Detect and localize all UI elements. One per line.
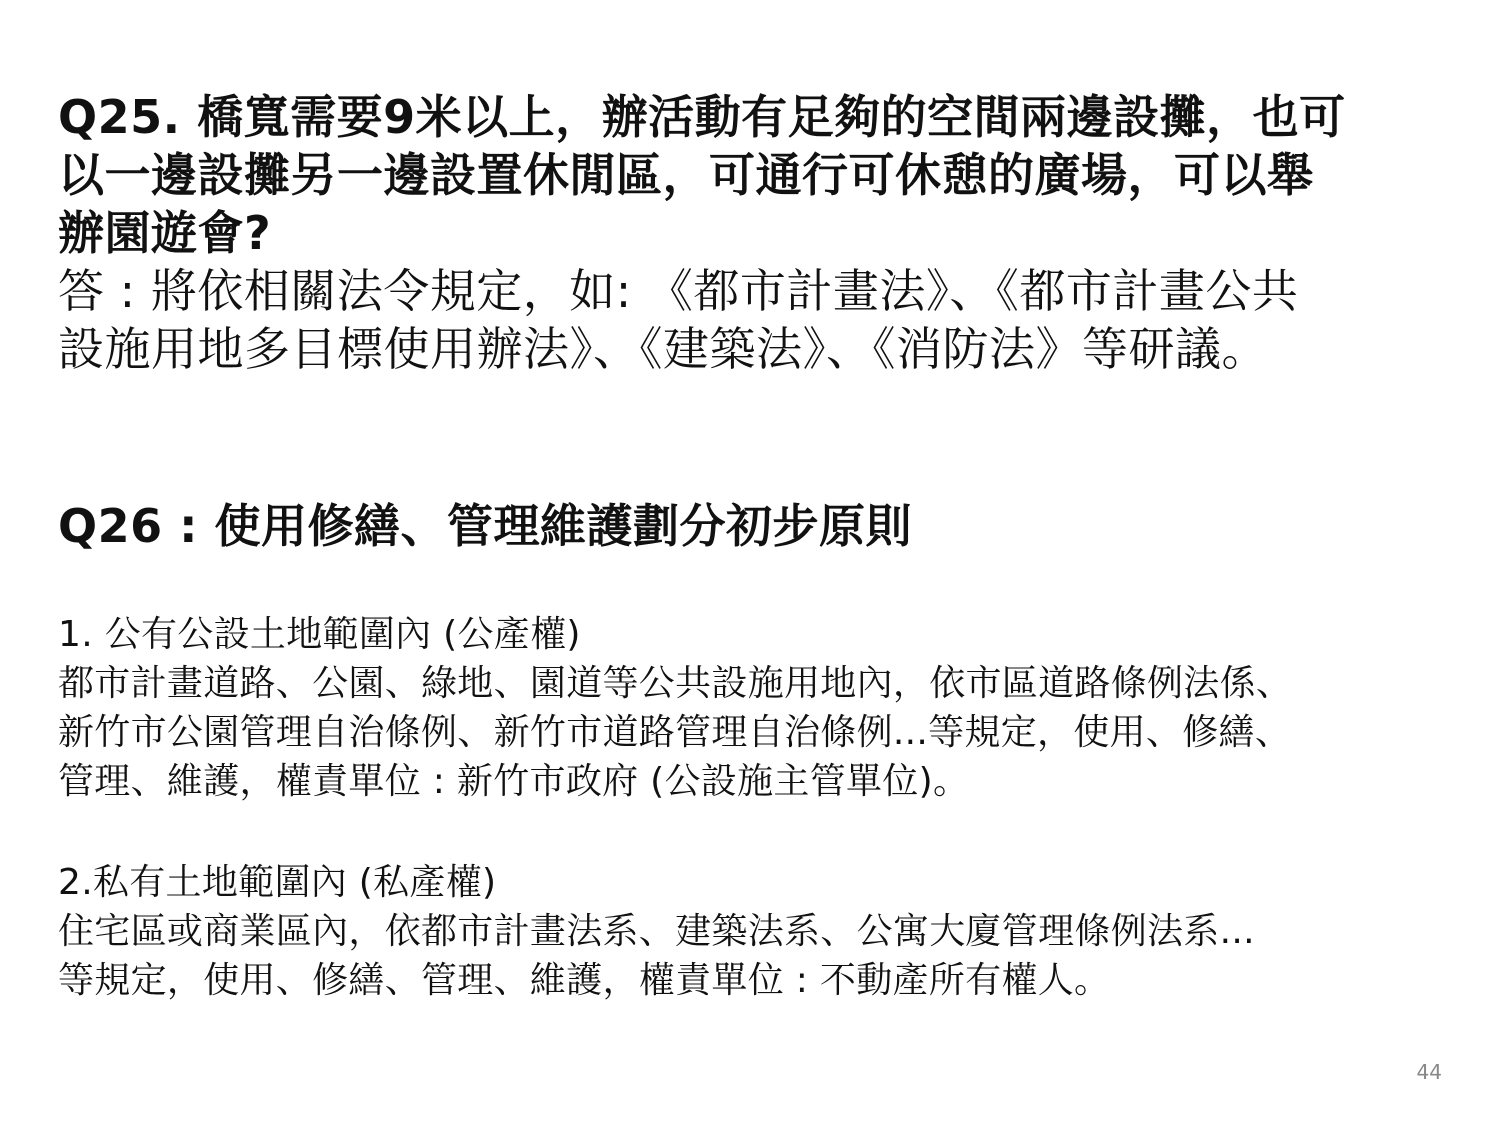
item-2-line-3: 等規定，使用、修繕、管理、維護，權責單位 : 不動產所有權人。 — [58, 960, 1111, 1001]
q25-answer-line-1: 答 : 將依相關法令規定，如: 《都市計畫法》、《都市計畫公共 — [58, 264, 1299, 318]
item-1-line-1: 1. 公有公設土地範圍內 (公產權) — [58, 614, 581, 655]
item-1-public-land — [58, 610, 1458, 806]
item-1-line-4: 管理、維護，權責單位 : 新竹市政府 (公設施主管單位)。 — [58, 761, 970, 802]
q25-answer-line-2: 設施用地多目標使用辦法》、《建築法》、《消防法》等研議。 — [58, 322, 1268, 376]
item-2-private-land — [58, 858, 1458, 1005]
item-1-line-3: 新竹市公園管理自治條例、新竹市道路管理自治條例...等規定，使用、修繕、 — [58, 712, 1292, 753]
q26-section — [58, 497, 1458, 555]
q25-question-line-3: 辦園遊會? — [58, 206, 272, 260]
item-2-line-2: 住宅區或商業區內，依都市計畫法系、建築法系、公寓大廈管理條例法系... — [58, 911, 1255, 952]
item-2-line-1: 2.私有土地範圍內 (私產權) — [58, 862, 497, 903]
item-1-line-2: 都市計畫道路、公園、綠地、園道等公共設施用地內，依市區道路條例法係、 — [58, 663, 1293, 704]
q25-section — [58, 88, 1458, 378]
q25-question-line-1: Q25. 橋寬需要9米以上，辦活動有足夠的空間兩邊設攤，也可 — [58, 90, 1346, 144]
q25-question-line-2: 以一邊設攤另一邊設置休閒區，可通行可休憩的廣場，可以舉 — [58, 148, 1314, 202]
page-number: 44 — [1416, 1060, 1442, 1084]
q26-heading: Q26 : 使用修繕、管理維護劃分初步原則 — [58, 499, 913, 553]
